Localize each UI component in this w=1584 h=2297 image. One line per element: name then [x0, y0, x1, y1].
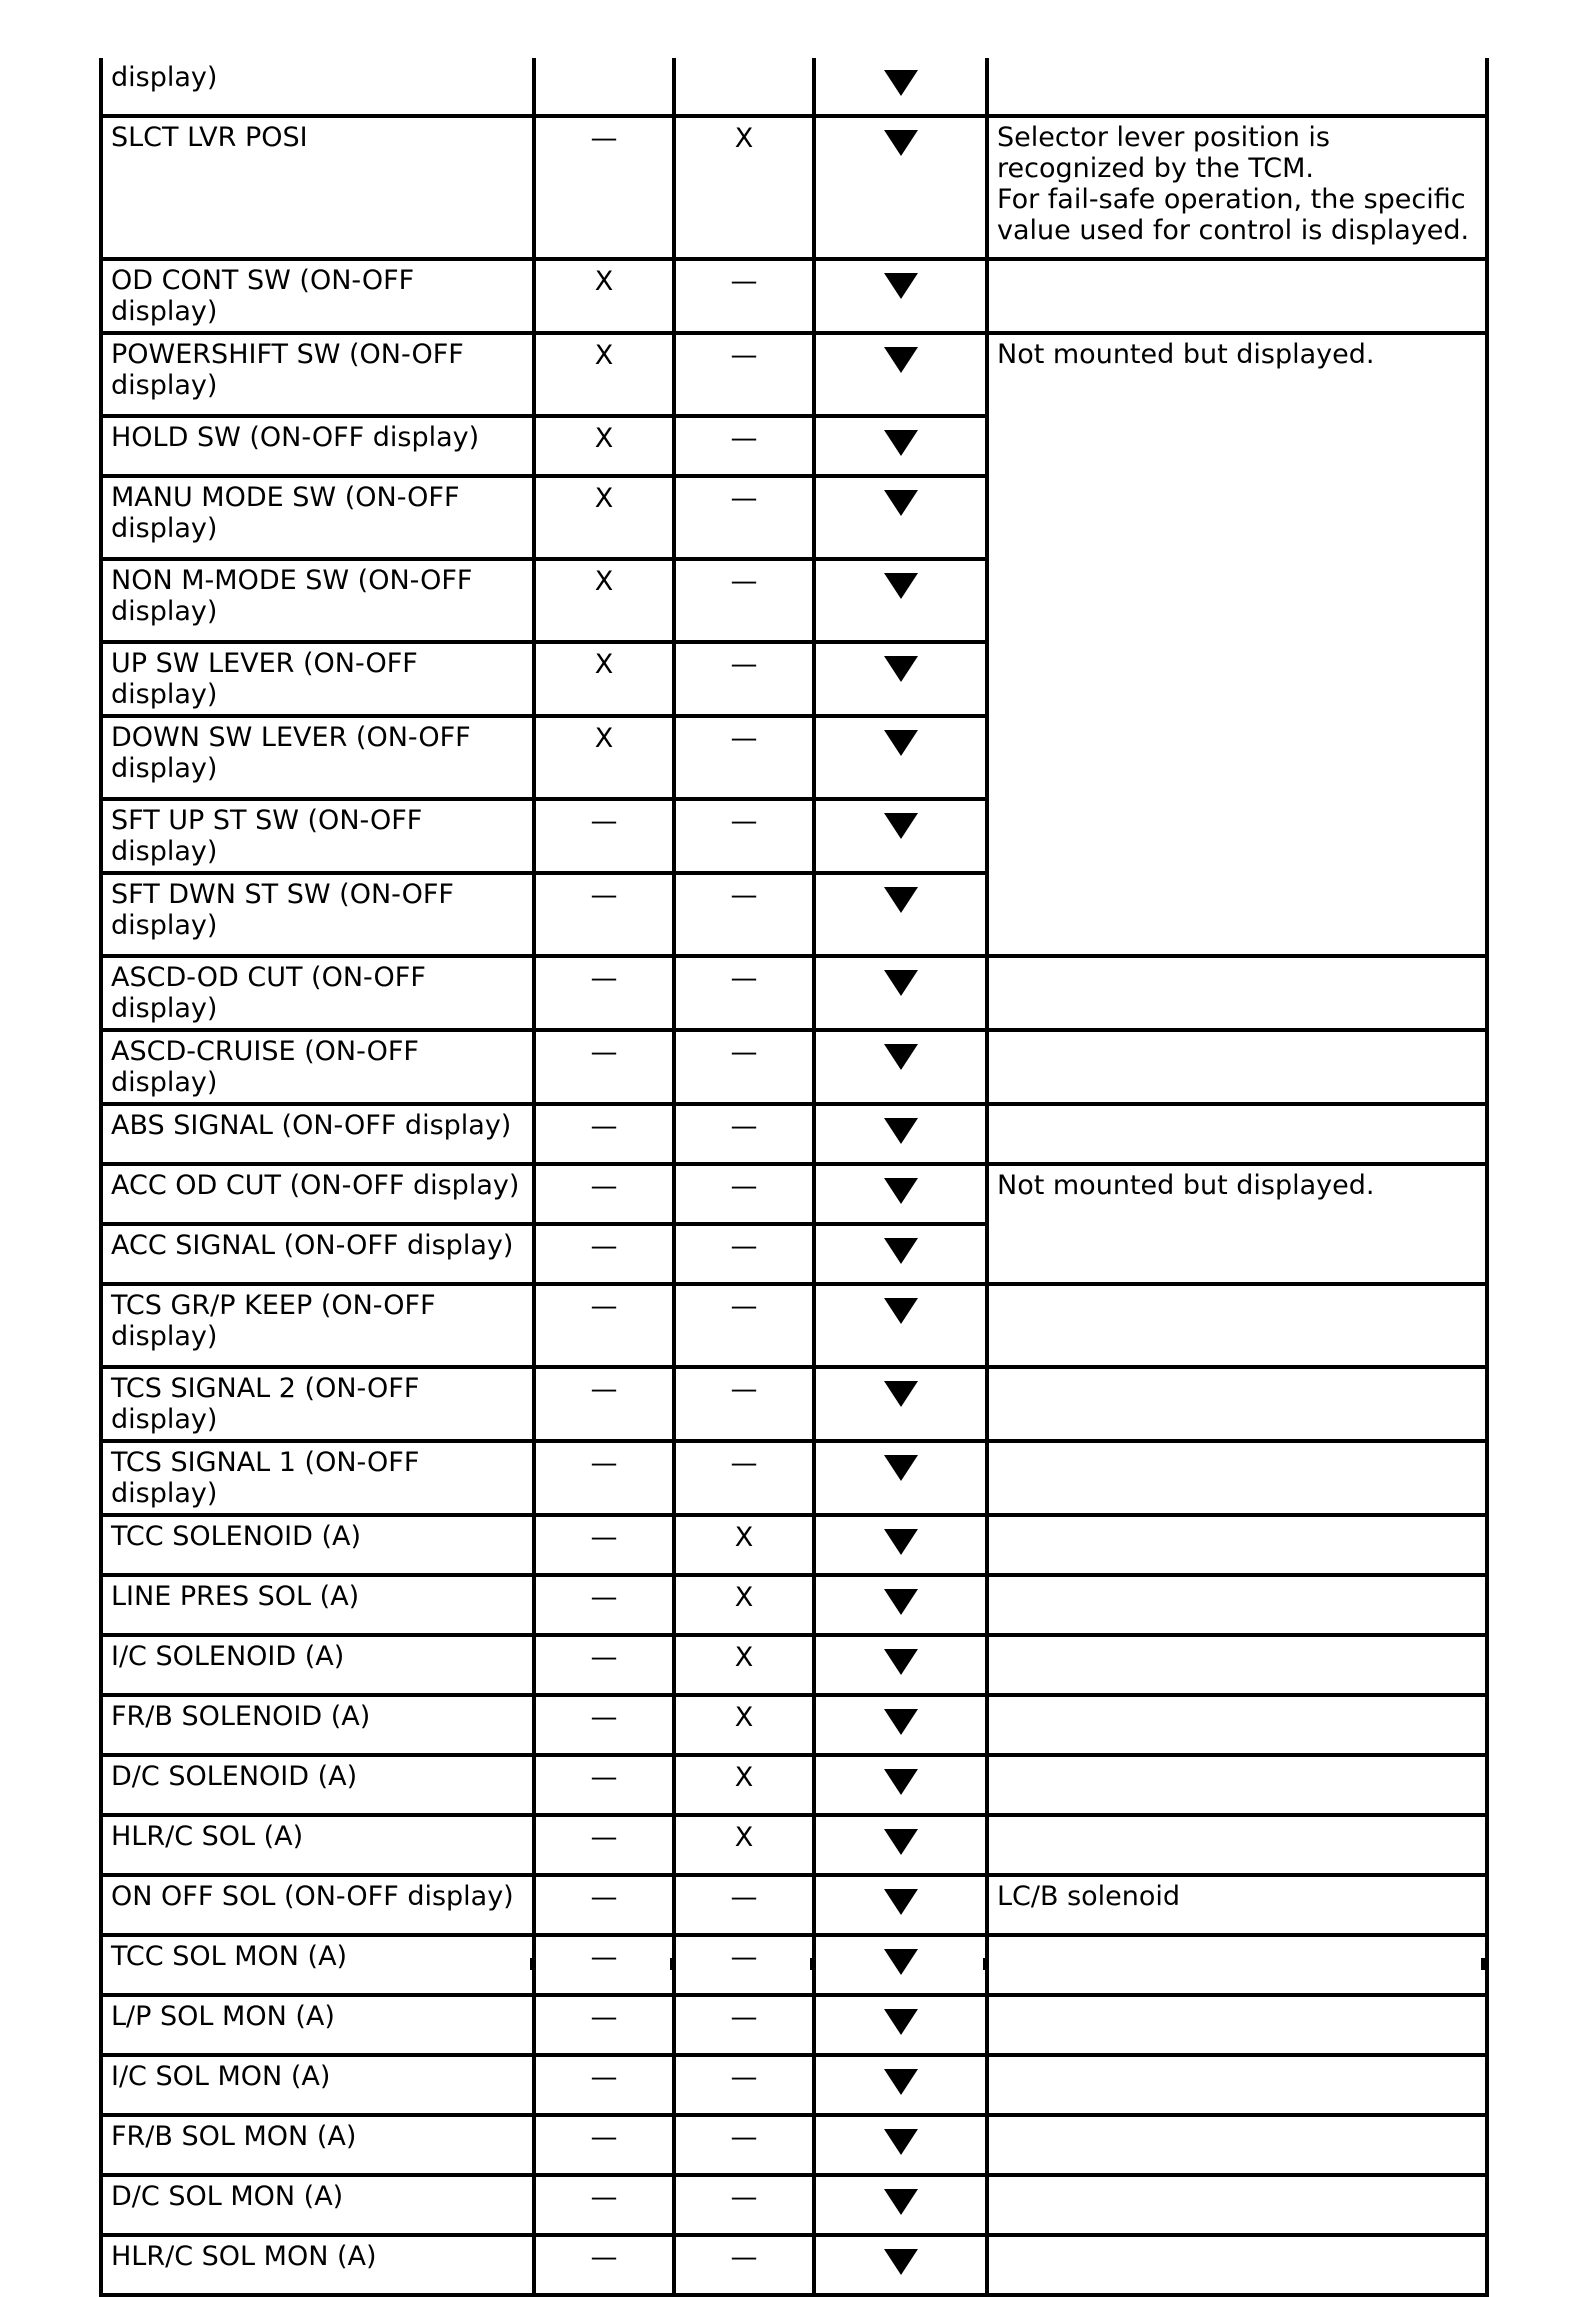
- selection-mark: —: [674, 2055, 814, 2115]
- remarks-cell: [987, 1367, 1487, 1441]
- remarks-cell: [987, 2115, 1487, 2175]
- item-name: L/P SOL MON (A): [101, 1995, 534, 2055]
- down-triangle-icon: [884, 970, 918, 996]
- down-triangle-icon: [884, 2249, 918, 2275]
- item-name: TCS GR/P KEEP (ON-OFF display): [101, 1284, 534, 1367]
- arrow-cell: [814, 642, 987, 716]
- table-row: [101, 2115, 1487, 2175]
- down-triangle-icon: [884, 887, 918, 913]
- arrow-cell: [814, 956, 987, 1030]
- main-signal-mark: —: [534, 1935, 674, 1995]
- main-signal-mark: X: [534, 716, 674, 799]
- item-name: LINE PRES SOL (A): [101, 1575, 534, 1635]
- down-triangle-icon: [884, 273, 918, 299]
- selection-mark: —: [674, 2115, 814, 2175]
- item-name: UP SW LEVER (ON-OFF display): [101, 642, 534, 716]
- arrow-cell: [814, 1635, 987, 1695]
- selection-mark: X: [674, 1755, 814, 1815]
- selection-mark: —: [674, 642, 814, 716]
- remarks-cell: [987, 1755, 1487, 1815]
- item-name: SFT UP ST SW (ON-OFF display): [101, 799, 534, 873]
- remarks-cell: [987, 259, 1487, 333]
- table-row: [101, 1755, 1487, 1815]
- selection-mark: [674, 58, 814, 116]
- main-signal-mark: —: [534, 873, 674, 956]
- main-signal-mark: —: [534, 1575, 674, 1635]
- selection-mark: X: [674, 116, 814, 259]
- item-name: ON OFF SOL (ON-OFF display): [101, 1875, 534, 1935]
- down-triangle-icon: [884, 813, 918, 839]
- remarks-cell: [987, 1635, 1487, 1695]
- remarks-cell: [987, 2235, 1487, 2295]
- arrow-cell: [814, 716, 987, 799]
- remarks-cell: [987, 956, 1487, 1030]
- down-triangle-icon: [884, 70, 918, 96]
- down-triangle-icon: [884, 1455, 918, 1481]
- selection-mark: —: [674, 1875, 814, 1935]
- selection-mark: X: [674, 1815, 814, 1875]
- selection-mark: X: [674, 1515, 814, 1575]
- main-signal-mark: X: [534, 642, 674, 716]
- item-name: SLCT LVR POSI: [101, 116, 534, 259]
- table-row: [101, 116, 1487, 259]
- down-triangle-icon: [884, 2189, 918, 2215]
- arrow-cell: [814, 1441, 987, 1515]
- main-signal-mark: X: [534, 416, 674, 476]
- table-row: [101, 333, 1487, 416]
- selection-mark: —: [674, 1367, 814, 1441]
- remarks-cell: Not mounted but displayed.: [987, 1164, 1487, 1284]
- selection-mark: —: [674, 1935, 814, 1995]
- table-row: [101, 1575, 1487, 1635]
- table-row: [101, 1284, 1487, 1367]
- table-row: [101, 2175, 1487, 2235]
- down-triangle-icon: [884, 2129, 918, 2155]
- item-name: TCC SOL MON (A): [101, 1935, 534, 1995]
- table-row: [101, 1635, 1487, 1695]
- down-triangle-icon: [884, 730, 918, 756]
- main-signal-mark: —: [534, 2115, 674, 2175]
- main-signal-mark: —: [534, 1284, 674, 1367]
- table-row: [101, 2235, 1487, 2295]
- down-triangle-icon: [884, 1381, 918, 1407]
- item-name: display): [101, 58, 534, 116]
- item-name: FR/B SOLENOID (A): [101, 1695, 534, 1755]
- down-triangle-icon: [884, 1044, 918, 1070]
- arrow-cell: [814, 1575, 987, 1635]
- main-signal-mark: [534, 58, 674, 116]
- down-triangle-icon: [884, 656, 918, 682]
- remarks-cell: [987, 1515, 1487, 1575]
- item-name: HLR/C SOL MON (A): [101, 2235, 534, 2295]
- selection-mark: —: [674, 476, 814, 559]
- remarks-cell: [987, 1104, 1487, 1164]
- main-signal-mark: —: [534, 116, 674, 259]
- item-name: HOLD SW (ON-OFF display): [101, 416, 534, 476]
- table-row: [101, 1875, 1487, 1935]
- remarks-cell: [987, 1441, 1487, 1515]
- selection-mark: —: [674, 1104, 814, 1164]
- selection-mark: —: [674, 1441, 814, 1515]
- table-row: [101, 1104, 1487, 1164]
- down-triangle-icon: [884, 130, 918, 156]
- selection-mark: —: [674, 559, 814, 642]
- item-name: DOWN SW LEVER (ON-OFF display): [101, 716, 534, 799]
- down-triangle-icon: [884, 347, 918, 373]
- main-signal-mark: —: [534, 1755, 674, 1815]
- item-name: TCS SIGNAL 2 (ON-OFF display): [101, 1367, 534, 1441]
- selection-mark: —: [674, 1030, 814, 1104]
- down-triangle-icon: [884, 1298, 918, 1324]
- down-triangle-icon: [884, 1589, 918, 1615]
- arrow-cell: [814, 259, 987, 333]
- selection-mark: X: [674, 1635, 814, 1695]
- table-row: [101, 956, 1487, 1030]
- selection-mark: X: [674, 1575, 814, 1635]
- item-name: I/C SOLENOID (A): [101, 1635, 534, 1695]
- arrow-cell: [814, 1104, 987, 1164]
- arrow-cell: [814, 1875, 987, 1935]
- selection-mark: —: [674, 1224, 814, 1284]
- arrow-cell: [814, 1815, 987, 1875]
- selection-mark: —: [674, 333, 814, 416]
- table-row: [101, 1441, 1487, 1515]
- item-name: FR/B SOL MON (A): [101, 2115, 534, 2175]
- table-continuation-lines: [99, 1958, 1485, 1970]
- item-name: D/C SOLENOID (A): [101, 1755, 534, 1815]
- selection-mark: —: [674, 716, 814, 799]
- main-signal-mark: —: [534, 1104, 674, 1164]
- arrow-cell: [814, 799, 987, 873]
- item-name: ASCD-OD CUT (ON-OFF display): [101, 956, 534, 1030]
- main-signal-mark: X: [534, 476, 674, 559]
- table-row: [101, 1367, 1487, 1441]
- selection-mark: X: [674, 1695, 814, 1755]
- item-name: ACC OD CUT (ON-OFF display): [101, 1164, 534, 1224]
- arrow-cell: [814, 1224, 987, 1284]
- down-triangle-icon: [884, 1238, 918, 1264]
- main-signal-mark: —: [534, 1515, 674, 1575]
- remarks-cell: LC/B solenoid: [987, 1875, 1487, 1935]
- arrow-cell: [814, 559, 987, 642]
- selection-mark: —: [674, 1284, 814, 1367]
- item-name: ASCD-CRUISE (ON-OFF display): [101, 1030, 534, 1104]
- arrow-cell: [814, 1995, 987, 2055]
- main-signal-mark: —: [534, 1815, 674, 1875]
- selection-mark: —: [674, 2175, 814, 2235]
- main-signal-mark: —: [534, 1164, 674, 1224]
- main-signal-mark: X: [534, 259, 674, 333]
- table-row: [101, 259, 1487, 333]
- main-signal-mark: —: [534, 2055, 674, 2115]
- selection-mark: —: [674, 2235, 814, 2295]
- remarks-cell: Selector lever position is recognized by the TCM. For fail-safe operation, the specific value used for control is displayed.: [987, 116, 1487, 259]
- main-signal-mark: —: [534, 1875, 674, 1935]
- main-signal-mark: —: [534, 799, 674, 873]
- table-row: [101, 1030, 1487, 1104]
- down-triangle-icon: [884, 1118, 918, 1144]
- arrow-cell: [814, 416, 987, 476]
- item-name: NON M-MODE SW (ON-OFF display): [101, 559, 534, 642]
- main-signal-mark: X: [534, 333, 674, 416]
- arrow-cell: [814, 116, 987, 259]
- item-name: TCS SIGNAL 1 (ON-OFF display): [101, 1441, 534, 1515]
- item-name: TCC SOLENOID (A): [101, 1515, 534, 1575]
- selection-mark: —: [674, 259, 814, 333]
- table-row: [101, 58, 1487, 116]
- selection-mark: —: [674, 416, 814, 476]
- arrow-cell: [814, 1164, 987, 1224]
- table-row: [101, 1164, 1487, 1224]
- down-triangle-icon: [884, 1889, 918, 1915]
- down-triangle-icon: [884, 2009, 918, 2035]
- item-name: MANU MODE SW (ON-OFF display): [101, 476, 534, 559]
- main-signal-mark: —: [534, 1030, 674, 1104]
- arrow-cell: [814, 873, 987, 956]
- remarks-cell: [987, 58, 1487, 116]
- main-signal-mark: —: [534, 1224, 674, 1284]
- arrow-cell: [814, 2055, 987, 2115]
- arrow-cell: [814, 1284, 987, 1367]
- arrow-cell: [814, 2115, 987, 2175]
- main-signal-mark: —: [534, 2175, 674, 2235]
- down-triangle-icon: [884, 1709, 918, 1735]
- selection-mark: —: [674, 799, 814, 873]
- arrow-cell: [814, 333, 987, 416]
- down-triangle-icon: [884, 1529, 918, 1555]
- arrow-cell: [814, 2235, 987, 2295]
- item-name: D/C SOL MON (A): [101, 2175, 534, 2235]
- remarks-cell: [987, 2055, 1487, 2115]
- remarks-cell: [987, 1284, 1487, 1367]
- main-signal-mark: —: [534, 1441, 674, 1515]
- arrow-cell: [814, 1755, 987, 1815]
- down-triangle-icon: [884, 1829, 918, 1855]
- arrow-cell: [814, 1515, 987, 1575]
- item-name: OD CONT SW (ON-OFF display): [101, 259, 534, 333]
- table-row: [101, 2055, 1487, 2115]
- item-name: HLR/C SOL (A): [101, 1815, 534, 1875]
- item-name: SFT DWN ST SW (ON-OFF display): [101, 873, 534, 956]
- arrow-cell: [814, 476, 987, 559]
- down-triangle-icon: [884, 430, 918, 456]
- selection-mark: —: [674, 1164, 814, 1224]
- down-triangle-icon: [884, 2069, 918, 2095]
- arrow-cell: [814, 1695, 987, 1755]
- main-signal-mark: —: [534, 2235, 674, 2295]
- remarks-cell: Not mounted but displayed.: [987, 333, 1487, 956]
- arrow-cell: [814, 1367, 987, 1441]
- selection-mark: —: [674, 1995, 814, 2055]
- arrow-cell: [814, 1030, 987, 1104]
- main-signal-mark: —: [534, 956, 674, 1030]
- remarks-cell: [987, 1815, 1487, 1875]
- selection-mark: —: [674, 956, 814, 1030]
- item-name: ABS SIGNAL (ON-OFF display): [101, 1104, 534, 1164]
- table-row: [101, 1695, 1487, 1755]
- remarks-cell: [987, 1575, 1487, 1635]
- table-row: [101, 1515, 1487, 1575]
- down-triangle-icon: [884, 1649, 918, 1675]
- item-name: ACC SIGNAL (ON-OFF display): [101, 1224, 534, 1284]
- arrow-cell: [814, 2175, 987, 2235]
- down-triangle-icon: [884, 573, 918, 599]
- main-signal-mark: —: [534, 1995, 674, 2055]
- table-row: [101, 1995, 1487, 2055]
- table-row: [101, 1815, 1487, 1875]
- down-triangle-icon: [884, 1178, 918, 1204]
- item-name: POWERSHIFT SW (ON-OFF display): [101, 333, 534, 416]
- remarks-cell: [987, 1030, 1487, 1104]
- main-signal-mark: X: [534, 559, 674, 642]
- down-triangle-icon: [884, 490, 918, 516]
- main-signal-mark: —: [534, 1695, 674, 1755]
- remarks-cell: [987, 1995, 1487, 2055]
- down-triangle-icon: [884, 1769, 918, 1795]
- selection-mark: —: [674, 873, 814, 956]
- item-name: I/C SOL MON (A): [101, 2055, 534, 2115]
- remarks-cell: [987, 1695, 1487, 1755]
- main-signal-mark: —: [534, 1635, 674, 1695]
- remarks-cell: [987, 2175, 1487, 2235]
- main-signal-mark: —: [534, 1367, 674, 1441]
- arrow-cell: [814, 58, 987, 116]
